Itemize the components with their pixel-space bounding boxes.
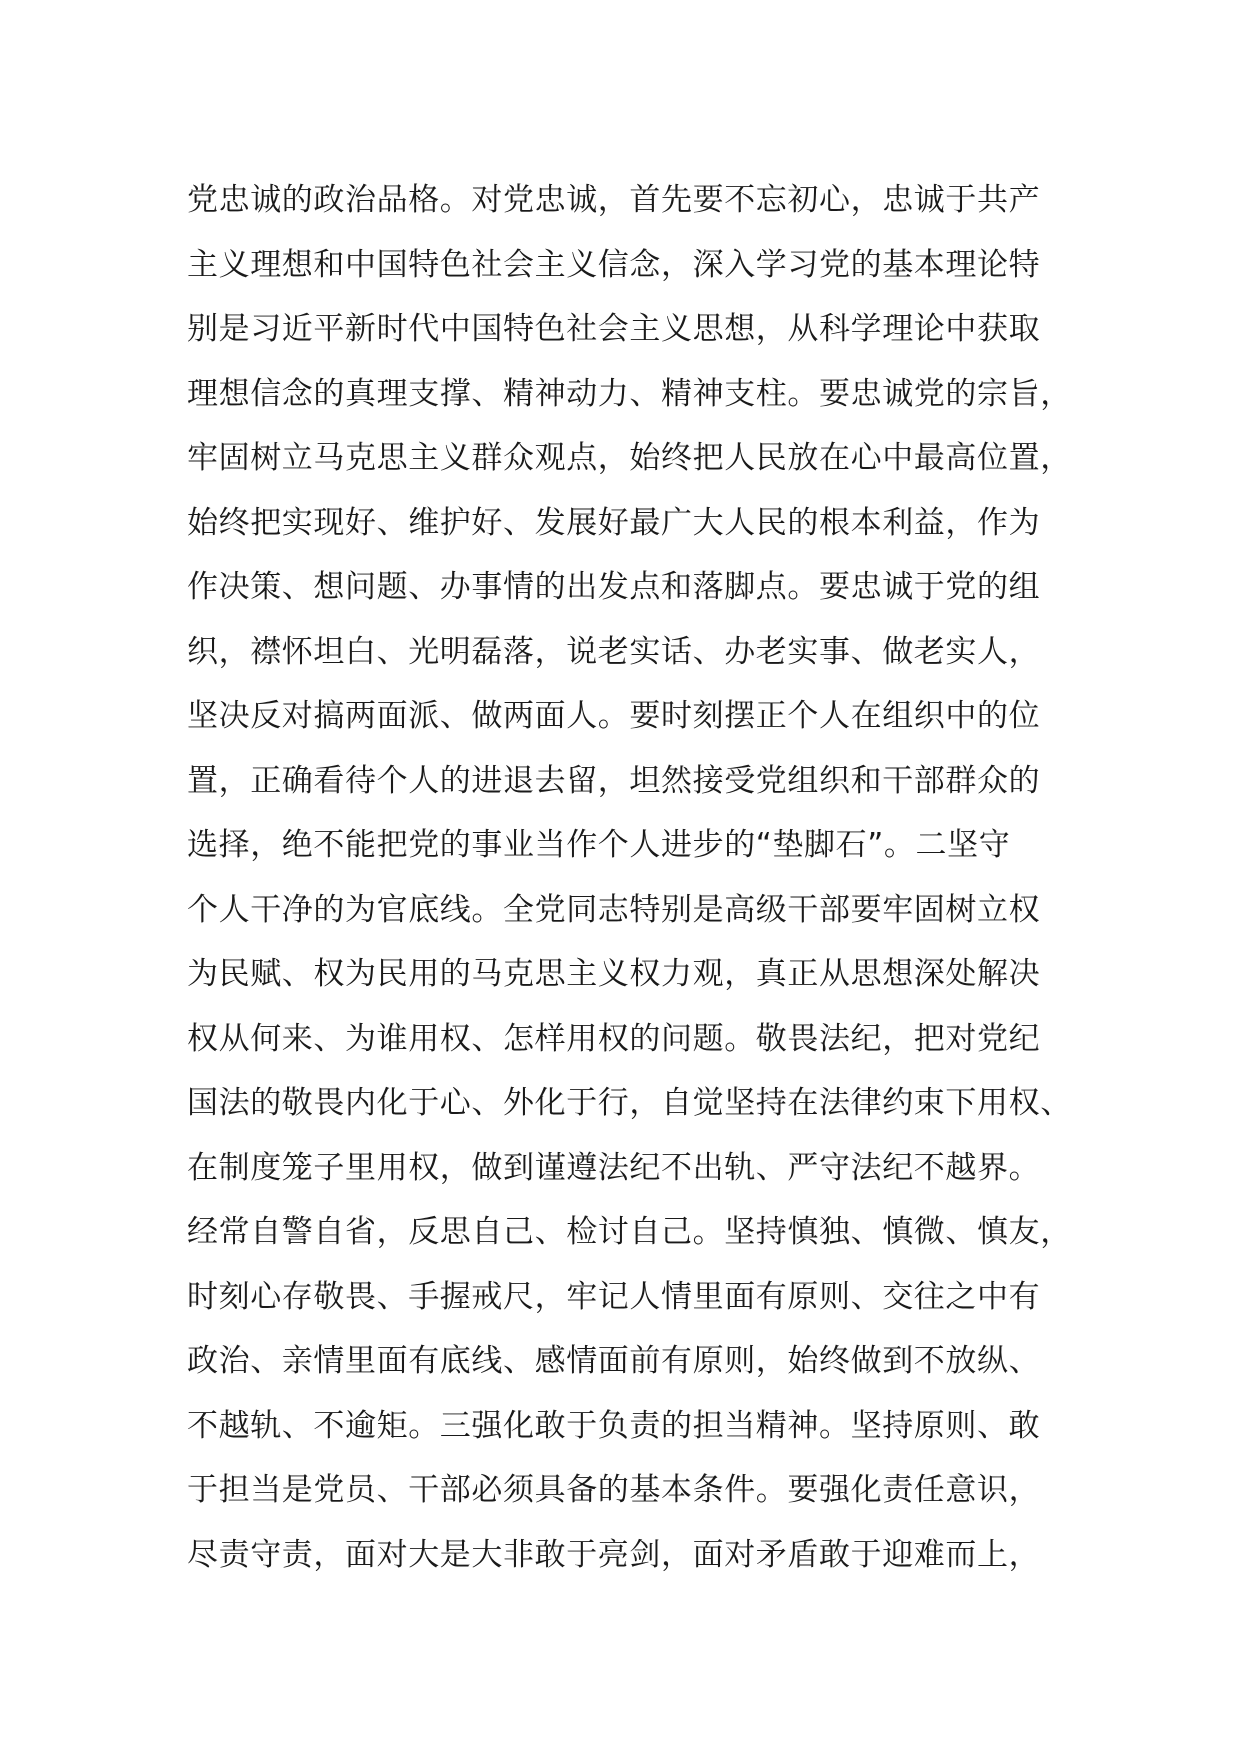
text-line-7: 作决策、想问题、办事情的出发点和落脚点。要忠诚于党的组 xyxy=(187,569,1041,605)
text-line-5: 牢固树立马克思主义群众观点，始终把人民放在心中最高位置， xyxy=(187,440,1072,476)
text-line-15: 国法的敬畏内化于心、外化于行，自觉坚持在法律约束下用权、 xyxy=(187,1085,1072,1121)
text-line-17: 经常自警自省，反思自己、检讨自己。坚持慎独、慎微、慎友， xyxy=(187,1214,1072,1250)
text-line-22: 尽责守责，面对大是大非敢于亮剑，面对矛盾敢于迎难而上， xyxy=(187,1536,1041,1573)
text-line-16: 在制度笼子里用权，做到谨遵法纪不出轨、严守法纪不越界。 xyxy=(187,1149,1041,1186)
text-line-8: 织，襟怀坦白、光明磊落，说老实话、办老实事、做老实人， xyxy=(187,633,1041,670)
text-line-10: 置，正确看待个人的进退去留，坦然接受党组织和干部群众的 xyxy=(187,762,1041,799)
text-line-11: 选择，绝不能把党的事业当作个人进步的“垫脚石”。二坚守 xyxy=(187,827,1011,863)
text-line-19: 政治、亲情里面有底线、感情面前有原则，始终做到不放纵、 xyxy=(187,1343,1041,1379)
text-line-14: 权从何来、为谁用权、怎样用权的问题。敬畏法纪，把对党纪 xyxy=(187,1020,1041,1057)
text-line-1: 党忠诚的政治品格。对党忠诚，首先要不忘初心，忠诚于共产 xyxy=(187,182,1041,218)
body-text xyxy=(187,168,1087,1587)
text-line-13: 为民赋、权为民用的马克思主义权力观，真正从思想深处解决 xyxy=(187,956,1041,992)
text-line-4: 理想信念的真理支撑、精神动力、精神支柱。要忠诚党的宗旨， xyxy=(187,375,1072,412)
text-line-20: 不越轨、不逾矩。三强化敢于负责的担当精神。坚持原则、敢 xyxy=(187,1407,1041,1444)
text-line-18: 时刻心存敬畏、手握戒尺，牢记人情里面有原则、交往之中有 xyxy=(187,1278,1041,1315)
text-line-12: 个人干净的为官底线。全党同志特别是高级干部要牢固树立权 xyxy=(187,891,1041,928)
text-line-9: 坚决反对搞两面派、做两面人。要时刻摆正个人在组织中的位 xyxy=(187,698,1041,734)
text-line-6: 始终把实现好、维护好、发展好最广大人民的根本利益，作为 xyxy=(187,504,1041,541)
text-line-3: 别是习近平新时代中国特色社会主义思想，从科学理论中获取 xyxy=(187,311,1041,347)
text-line-2: 主义理想和中国特色社会主义信念，深入学习党的基本理论特 xyxy=(187,246,1041,283)
text-line-21: 于担当是党员、干部必须具备的基本条件。要强化责任意识， xyxy=(187,1472,1041,1508)
